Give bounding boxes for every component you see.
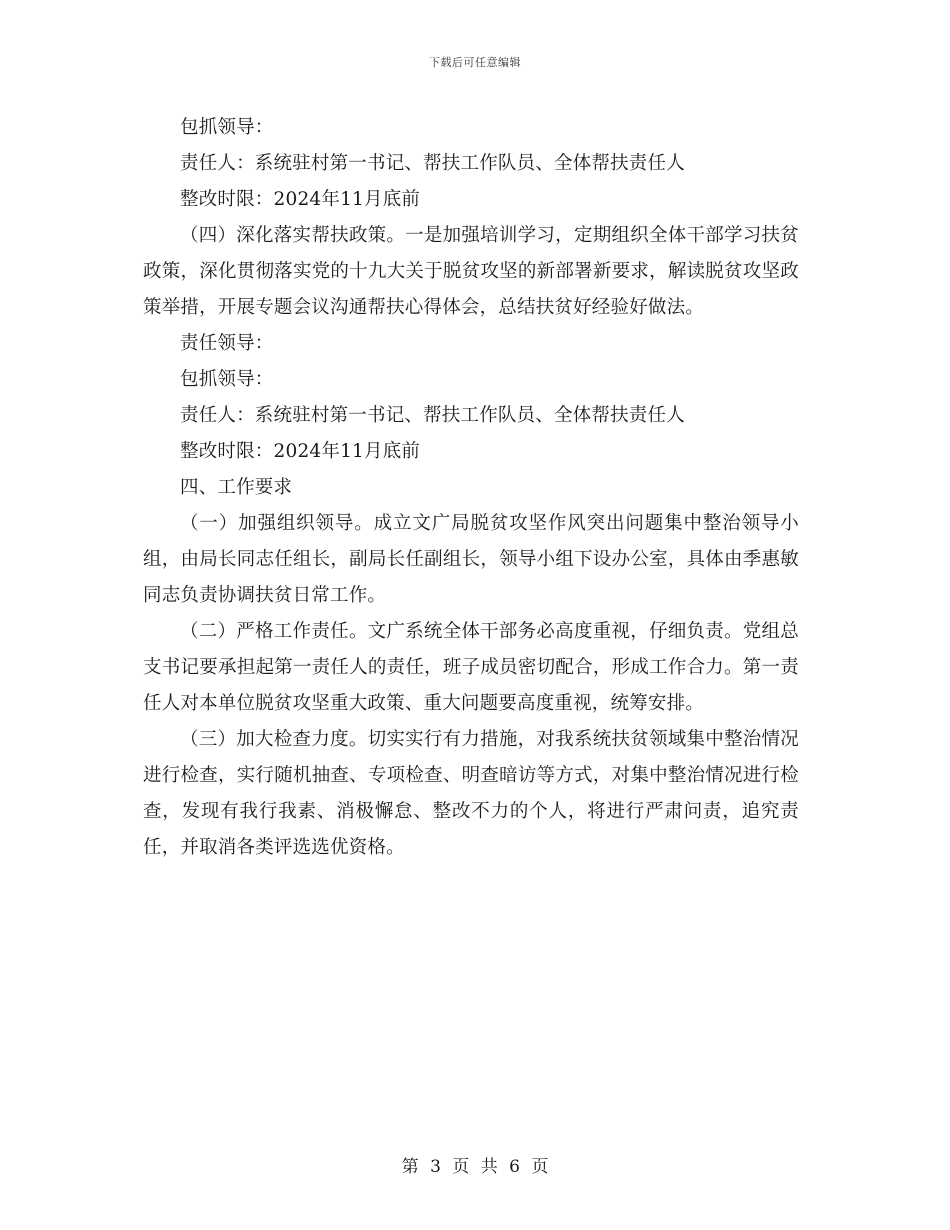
paragraph-4: （四）深化落实帮扶政策。一是加强培训学习，定期组织全体干部学习扶贫政策，深化贯彻落实党的十九大关于脱贫攻坚的新部署新要求，解读脱贫攻坚政策举措，开展专题会议沟通帮扶心得体会，总结扶贫好经验好做法。 xyxy=(143,225,799,318)
page-number: 第 3 页 共 6 页 xyxy=(401,1157,549,1177)
paragraph-11: （二）严格工作责任。文广系统全体干部务必高度重视，仔细负责。党组总支书记要承担起第一责任人的责任，班子成员密切配合，形成工作合力。第一责任人对本单位脱贫攻坚重大政策、重大问题要高度重视，统筹安排。 xyxy=(143,621,799,714)
document-body xyxy=(143,110,799,866)
paragraph-10: （一）加强组织领导。成立文广局脱贫攻坚作风突出问题集中整治领导小组，由局长同志任组长，副局长任副组长，领导小组下设办公室，具体由季惠敏同志负责协调扶贫日常工作。 xyxy=(143,513,799,606)
page-header: 下载后可任意编辑 xyxy=(429,56,521,69)
paragraph-1: 包抓领导： xyxy=(180,117,274,138)
paragraph-2: 责任人：系统驻村第一书记、帮扶工作队员、全体帮扶责任人 xyxy=(180,153,685,174)
paragraph-6: 包抓领导： xyxy=(180,369,274,390)
paragraph-7: 责任人：系统驻村第一书记、帮扶工作队员、全体帮扶责任人 xyxy=(180,405,685,426)
section-heading: 四、工作要求 xyxy=(180,477,293,498)
paragraph-12: （三）加大检查力度。切实实行有力措施，对我系统扶贫领域集中整治情况进行检查，实行随机抽查、专项检查、明查暗访等方式，对集中整治情况进行检查，发现有我行我素、消极懈怠、整改不力的个人，将进行严肃问责，追究责任，并取消各类评选选优资格。 xyxy=(143,729,799,858)
paragraph-3: 整改时限：2024年11月底前 xyxy=(180,189,421,210)
paragraph-5: 责任领导： xyxy=(180,333,274,354)
paragraph-8: 整改时限：2024年11月底前 xyxy=(180,441,421,462)
